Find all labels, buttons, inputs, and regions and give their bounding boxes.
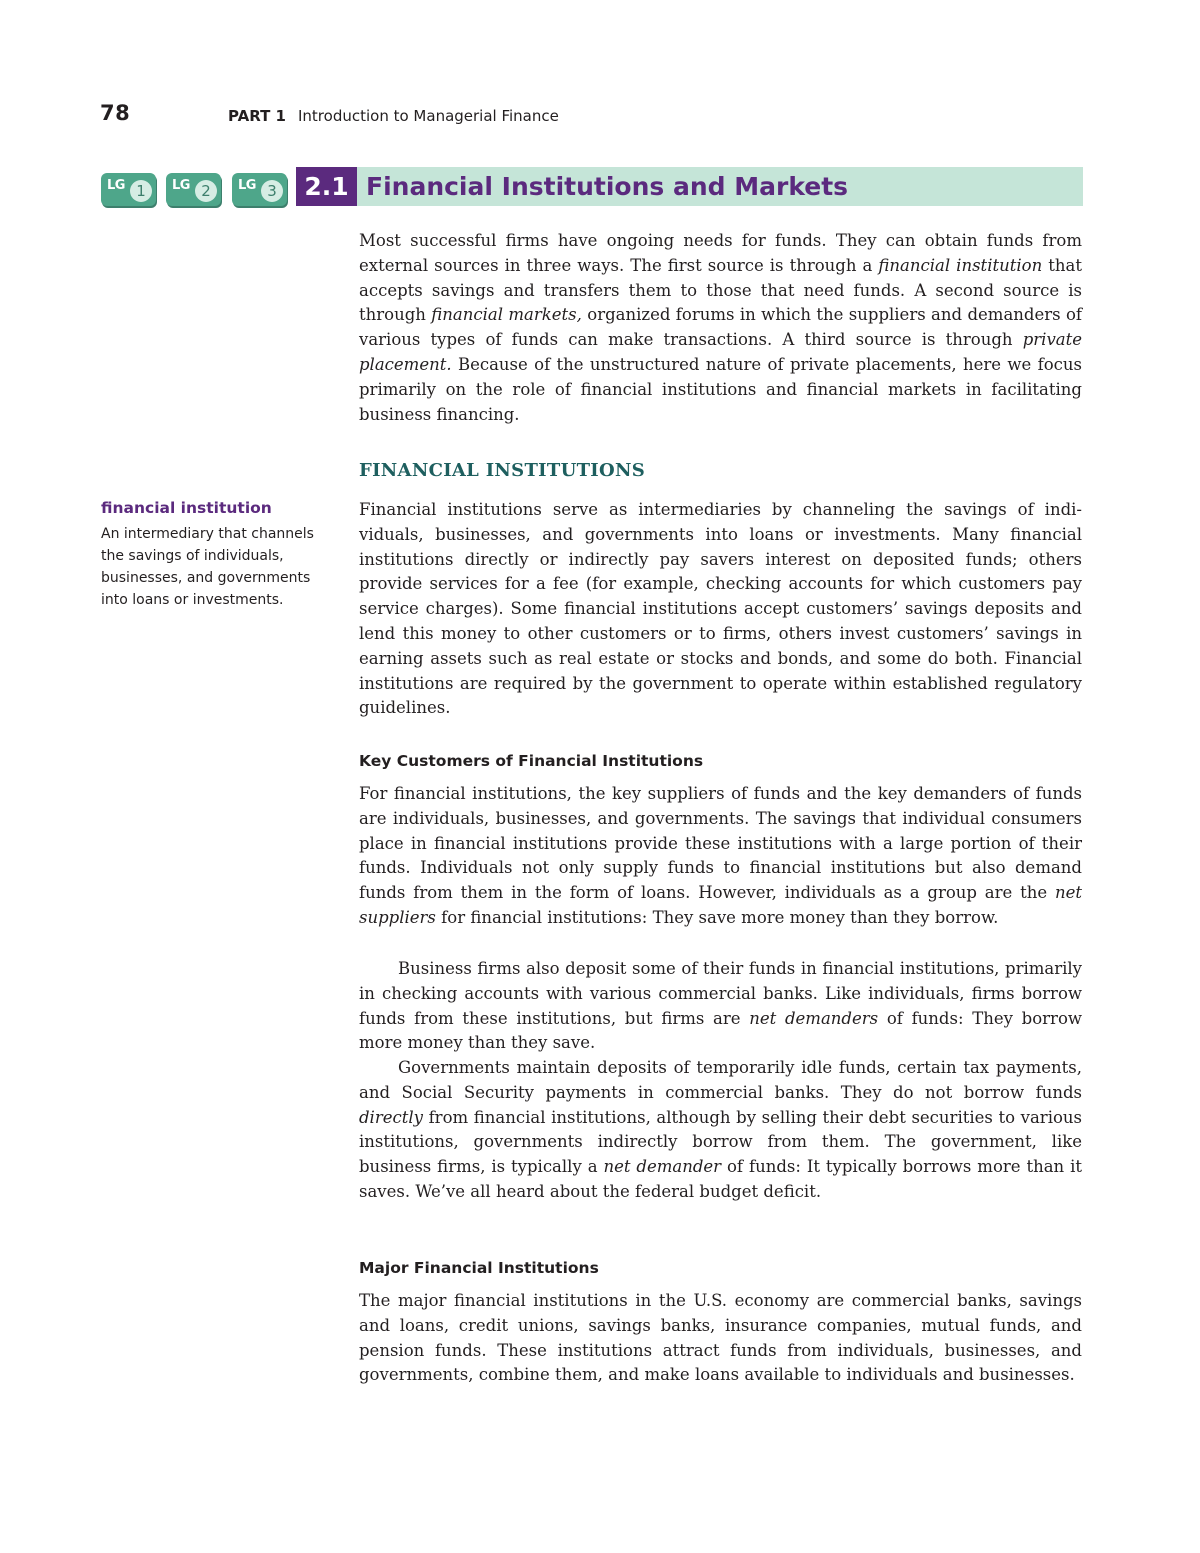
page-number: 78	[100, 101, 131, 125]
term-net-demanders: net demanders	[749, 1008, 879, 1028]
heading-financial-institutions: FINANCIAL INSTITUTIONS	[359, 460, 646, 481]
learning-goal-label: LG	[172, 178, 190, 193]
heading-key-customers: Key Customers of Financial Institutions	[359, 752, 704, 770]
term-financial-markets: financial markets,	[431, 305, 582, 325]
part-label: PART 1	[228, 107, 286, 125]
learning-goal-badge-1	[101, 173, 156, 206]
learning-goal-number: 3	[261, 180, 283, 202]
key-customers-paragraph-3	[359, 1056, 1082, 1205]
section-heading-bar	[296, 167, 1083, 206]
term-net-demander: net demander	[603, 1157, 722, 1177]
heading-major-institutions: Major Financial Institutions	[359, 1259, 599, 1277]
key-customers-paragraph-1	[359, 782, 1082, 931]
learning-goal-number: 2	[195, 180, 217, 202]
intro-text: Most successful firms have ongoing needs for funds. They can obtain funds from external sources in three ways. The first source is through a	[359, 231, 1082, 275]
glossary-definition: An intermediary that channels the savings of individuals, businesses, and governments into loans or investments.	[101, 526, 314, 608]
financial-institutions-paragraph: Financial institutions serve as intermediaries by channeling the savings of individuals, businesses, and governments into loans or investments. Many financial institutions directly or indirectly pay savers interest on deposited funds; others provide services for a fee (for example, checking accounts for which customers pay service charges). Some financial institutions accept customers’ savings deposits and lend this money to other customers or to firms, others invest customers’ savings in earning assets such as real estate or stocks and bonds, and some do both. Financial institutions are required by the government to operate within established regulatory guidelines.	[359, 500, 1082, 718]
term-financial-institution: financial institution	[878, 255, 1043, 275]
intro-text: organized forums in which the suppliers and demanders of various types of funds can make transactions. A third source is through	[359, 305, 1083, 350]
body-text: from financial institutions, although by selling their debt securities to various institutions, governments indirectly borrow from them. The government, like business firms, is typically a	[359, 1107, 1082, 1177]
term-directly: directly	[359, 1107, 423, 1127]
key-customers-paragraph-2	[359, 957, 1082, 1056]
intro-paragraph	[359, 229, 1082, 427]
intro-text: Because of the unstructured nature of private placements, here we focus primarily on the role of financial institutions and financial markets in facilitating business financing.	[359, 354, 1082, 424]
section-title: Financial Institutions and Markets	[366, 172, 849, 201]
learning-goal-label: LG	[238, 178, 256, 193]
body-text: of funds: It typically borrows more than it saves. We’ve all heard about the federal budget deficit.	[359, 1157, 1083, 1201]
part-title: Introduction to Managerial Finance	[298, 107, 559, 125]
running-head	[228, 107, 559, 125]
term-net-suppliers: net suppliers	[359, 883, 1082, 927]
body-text: For financial institutions, the key suppliers of funds and the key demanders of funds are individuals, businesses, and governments. The savings that individual consumers place in financial institutions provide these institutions with a large portion of their funds. Individuals not only supply funds to financial institutions but also demand funds from them in the form of loans. However, individuals as a group are the	[359, 784, 1082, 903]
learning-goal-label: LG	[107, 178, 125, 193]
learning-goal-badge-2	[166, 173, 221, 206]
term-private-placement: private placement.	[359, 330, 1082, 374]
body-text: Governments maintain deposits of temporarily idle funds, certain tax payments, and Social Security payments in commercial banks. They do not borrow funds	[359, 1058, 1082, 1102]
learning-goal-badge-3	[232, 173, 287, 206]
body-text: of funds: They borrow more money than they save.	[359, 1008, 1082, 1053]
section-number: 2.1	[296, 167, 357, 206]
intro-text: that accepts savings and transfers them to those that need funds. A second source is through	[359, 255, 1082, 325]
learning-goal-number: 1	[130, 180, 152, 202]
body-text: Business firms also deposit some of their funds in financial institutions, primarily in checking accounts with various commercial banks. Like individuals, firms borrow funds from these institutions, but firms are	[359, 959, 1082, 1028]
body-text: for financial institutions: They save more money than they borrow.	[435, 907, 999, 927]
major-institutions-paragraph: The major financial institutions in the U.S. economy are commercial banks, savings and loans, credit unions, savings banks, insurance companies, mutual funds, and pension funds. These institutions attract funds from individuals, businesses, and governments, combine them, and make loans available to individuals and businesses.	[359, 1291, 1082, 1385]
glossary-term: financial institution	[101, 499, 272, 517]
